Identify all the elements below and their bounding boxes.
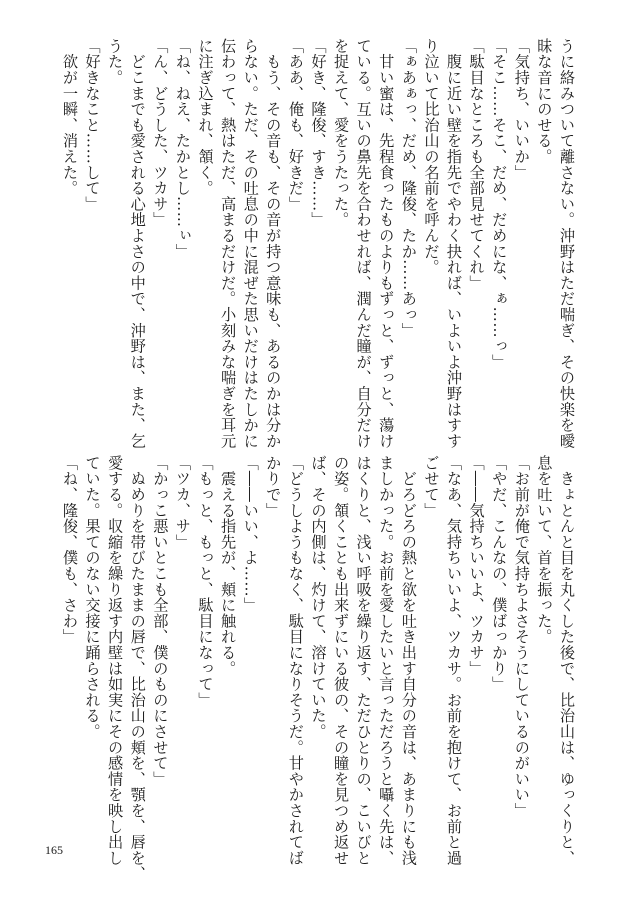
text-line: はくりと、浅い呼吸を繰り返す、ただひとりの、こいびと (354, 455, 373, 866)
text-line: 「――いい、よ……」 (241, 455, 260, 613)
text-line: 「ん、どうした、ツカサ」 (151, 38, 170, 228)
text-line: 「お前が俺で気持ちよさそうにしているのがいい」 (512, 455, 531, 819)
text-line: 「好き、隆俊、すき……」 (309, 38, 328, 228)
text-line: 愛する。収縮を繰り返す内壁は如実にその感情を映し出し (106, 455, 125, 866)
text-line: を捉えて、愛をうたった。 (332, 38, 351, 228)
text-line: 欲が一瞬、消えた。 (60, 38, 79, 196)
text-line: もう、その音も、その音が持つ意味も、あるのかは分か (264, 38, 283, 449)
text-line: ごせて」 (422, 455, 441, 519)
text-line: 「そこ……そこ、だめ、だめにな、ぁ……っ」 (490, 38, 509, 370)
text-line: 「気持ち、いいか」 (512, 38, 531, 181)
text-line: 「好きなこと……して」 (83, 38, 102, 212)
text-line: 「なあ、気持ちいいよ、ツカサ。お前を抱けて、お前と過 (445, 455, 464, 866)
text-line: らない。ただ、その吐息の中に混ぜた思いだけはたしかに (241, 38, 260, 449)
text-line: 「――気持ちいいよ、ツカサ」 (467, 455, 486, 677)
text-line: どろどろの熱と欲を吐き出す自分の音は、あまりにも浅 (399, 455, 418, 866)
text-line: 「もっと、もっと、駄目になって」 (196, 455, 215, 708)
text-line: 「ツカ、サ」 (173, 455, 192, 550)
text-line: 「駄目なところも全部見せてくれ」 (467, 38, 486, 291)
text-line: 「ね、ねえ、たかとし……ぃ」 (173, 38, 192, 260)
text-line: 震える指先が、頬に触れる。 (219, 455, 238, 677)
page-number: 165 (45, 843, 63, 857)
text-block-top (60, 38, 578, 449)
text-line: 「ね、隆俊、僕も、さわ」 (60, 455, 79, 645)
text-line: り泣いて比治山の名前を呼んだ。 (422, 38, 441, 275)
text-line: どこまでも愛される心地よさの中で、沖野は、また、乞 (128, 38, 147, 449)
text-line: 伝わって、熱はただ、高まるだけだ。小刻みな喘ぎを耳元 (219, 38, 238, 449)
text-line: かりで」 (264, 455, 283, 519)
text-line: 「ああ、俺も、好きだ」 (286, 38, 305, 212)
text-line: の姿。頷くことも出来ずにいる彼の、その瞳を見つめ返せ (332, 455, 351, 866)
text-line: 腹に近い壁を指先でやわく抉れば、いよいよ沖野はすす (445, 38, 464, 449)
text-line: ていた。果てのない交接に踊らされる。 (83, 455, 102, 740)
text-line: 「どうしようもなく、駄目になりそうだ。甘やかされてば (286, 455, 305, 866)
text-line: ぬめりを帯びたままの唇で、比治山の頬を、顎を、唇を、 (128, 455, 147, 882)
text-line: うに絡みついて離さない。沖野はただ喘ぎ、その快楽を曖 (558, 38, 576, 449)
text-line: 息を吐いて、首を振った。 (535, 455, 554, 645)
text-line: 甘い蜜は、先程食ったものよりもずっと、ずっと、蕩け (377, 38, 396, 449)
text-line: 「やだ、こんなの、僕ばっかり」 (490, 455, 509, 692)
text-line: 「かっこ悪いとこも全部、僕のものにさせて」 (151, 455, 170, 787)
text-line: ましかった。お前を愛したいと言っただろうと囁く先は、 (377, 455, 396, 866)
text-block-bottom (60, 455, 578, 882)
text-line: ている。互いの鼻先を合わせれば、潤んだ瞳が、自分だけ (354, 38, 373, 449)
text-line: に注ぎ込まれ、頷く。 (196, 38, 215, 196)
text-line: 「ぁあぁっ、だめ、隆俊、たか……あっ」 (399, 38, 418, 339)
text-line: きょとんと目を丸くした後で、比治山は、ゆっくりと、 (558, 455, 576, 866)
text-line: うた。 (106, 38, 125, 86)
text-line: 昧な音にのせる。 (535, 38, 554, 165)
text-line: ば、その内側は、灼けて、溶けていた。 (309, 455, 328, 740)
